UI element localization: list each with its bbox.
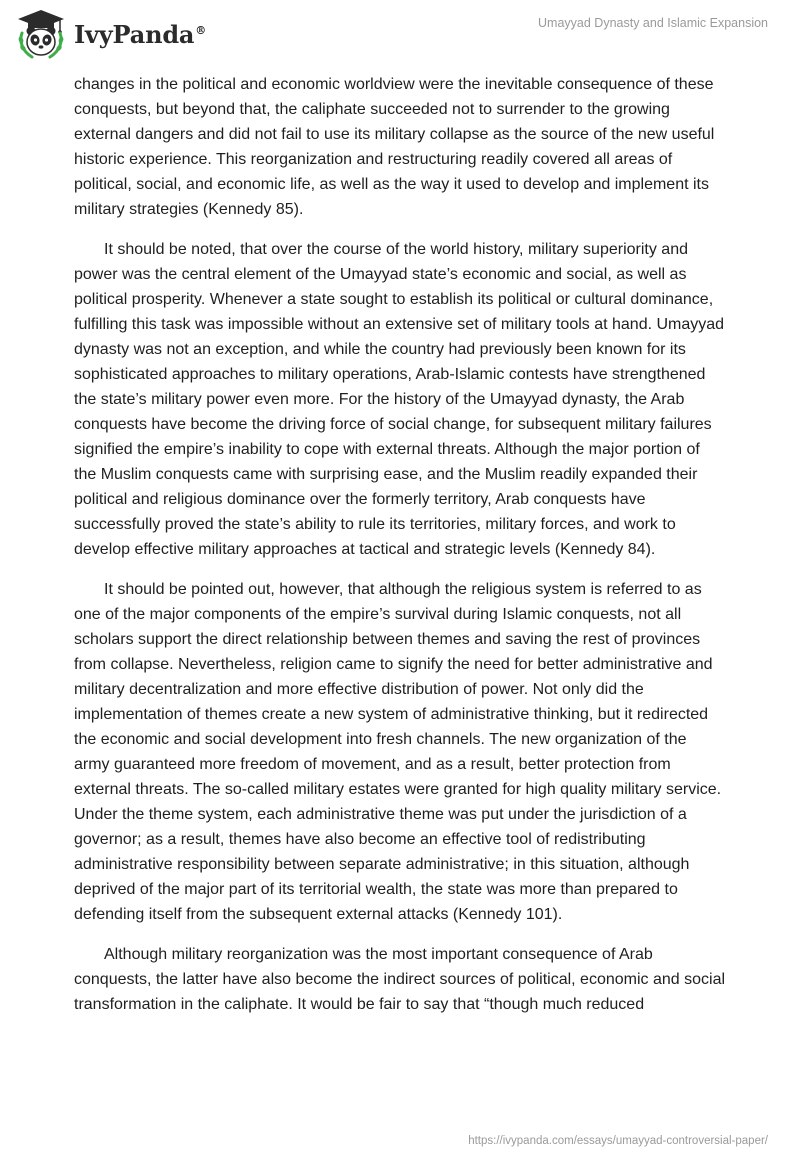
ivypanda-logo[interactable]: [14, 6, 206, 62]
paragraph: It should be noted, that over the course of the world history, military superiority and power was the central element of the Umayyad state’s economic and social, as well as political prosperity. Whenever a state sought to establish its political or cultural dominance, fulfilling this task was impossible without an extensive set of military tools at hand. Umayyad dynasty was not an exception, and while the country had previously been known for its sophisticated approaches to military operations, Arab-Islamic contests have strengthened the state’s military power even more. For the history of the Umayyad dynasty, the Arab conquests have become the driving force of social change, for subsequent military failures signified the empire’s inability to cope with external threats. Although the major portion of the Muslim conquests came with surprising ease, and the Muslim readily expanded their political and religious dominance over the formerly territory, Arab conquests have successfully proved the state’s ability to rule its territories, military forces, and work to develop effective military approaches at tactical and strategic levels (Kennedy 84).: [74, 241, 725, 558]
brand-name: IvyPanda®: [74, 19, 207, 49]
running-title: Umayyad Dynasty and Islamic Expansion: [538, 16, 768, 30]
source-url-link[interactable]: https://ivypanda.com/essays/umayyad-controversial-paper/: [468, 1135, 768, 1147]
page-header: [0, 0, 800, 70]
panda-graduate-icon: [14, 7, 68, 61]
paragraph: Although military reorganization was the most important consequence of Arab conquests, the latter have also become the indirect sources of political, economic and social transformation in the caliphate. It would be fair to say that “though much reduced: [74, 946, 726, 1013]
essay-body: [74, 72, 726, 1032]
paragraph: It should be pointed out, however, that although the religious system is referred to as one of the major components of the empire’s survival during Islamic conquests, not all scholars support the direct relationship between themes and saving the rest of provinces from collapse. Nevertheless, religion came to signify the need for better administrative and military decentralization and more effective distribution of power. Not only did the implementation of themes create a new system of administrative thinking, but it redirected the economic and social development into fresh channels. The new organization of the army guaranteed more freedom of movement, and as a result, better protection from external threats. The so-called military estates were granted for high quality military service. Under the theme system, each administrative theme was put under the jurisdiction of a governor; as a result, themes have also become an effective tool of redistributing administrative responsibility between separate administrative; in this situation, although deprived of the major part of its territorial wealth, the state was more than prepared to defending itself from the subsequent external attacks (Kennedy 101).: [74, 581, 722, 923]
paragraph-continued: changes in the political and economic worldview were the inevitable consequence of these conquests, but beyond that, the caliphate succeeded not to surrender to the growing external dangers and did not fail to use its military collapse as the source of the new useful historic experience. This reorganization and restructuring readily covered all areas of political, social, and economic life, as well as the way it used to develop and implement its military strategies (Kennedy 85).: [74, 76, 715, 218]
registered-mark: ®: [195, 23, 207, 37]
